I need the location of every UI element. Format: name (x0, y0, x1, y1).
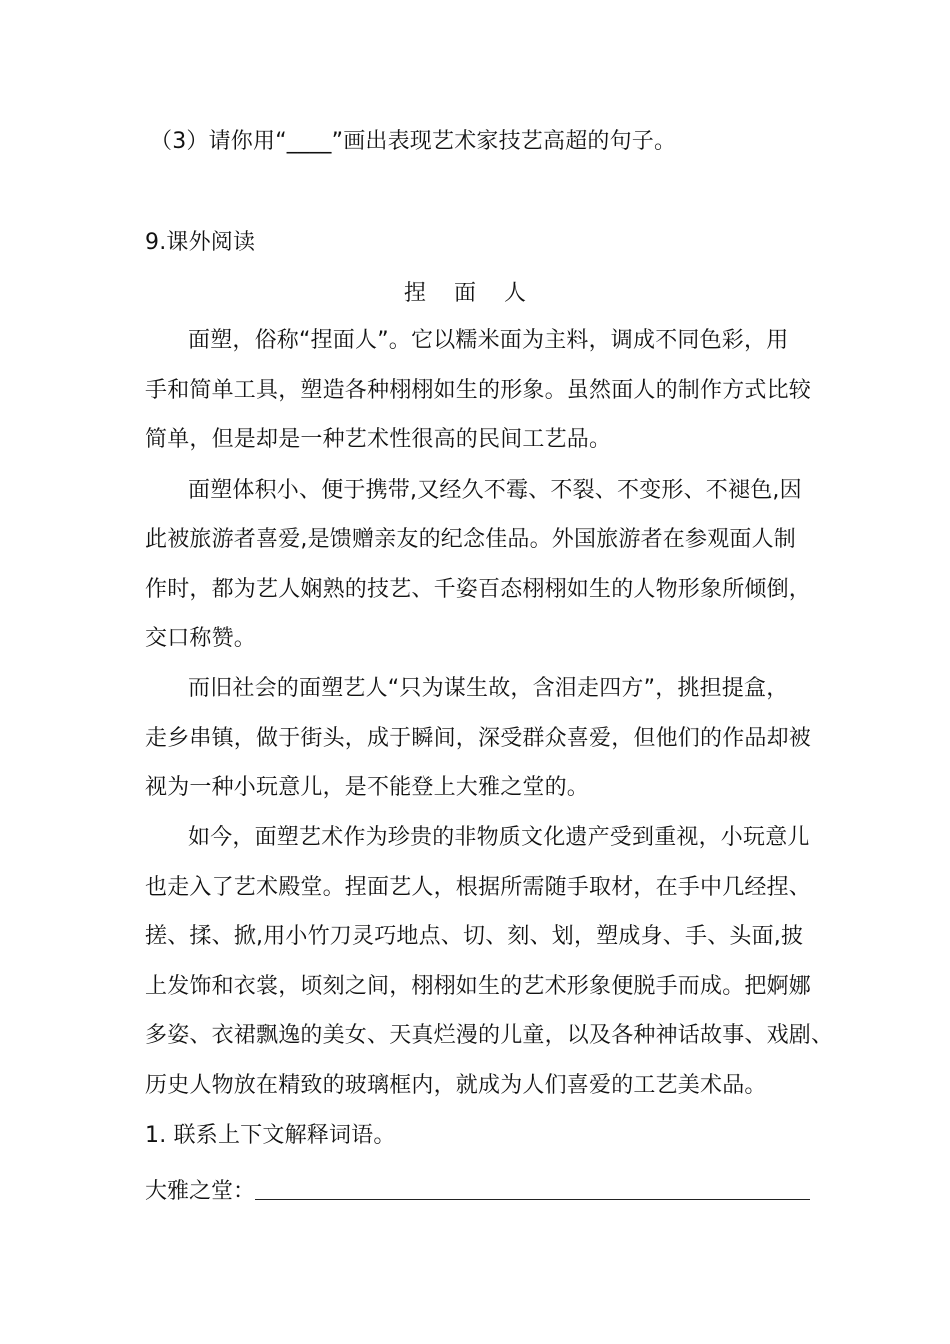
paragraph-line: 而旧社会的面塑艺人“只为谋生故，含泪走四方”，挑担提盒， (188, 676, 789, 701)
answer-blank-line[interactable] (255, 1199, 810, 1200)
passage-title: 捏面人 (403, 281, 554, 306)
question-3-text: （3）请你用“____”画出表现艺术家技艺高超的句子。 (150, 129, 677, 154)
paragraph-line: 也走入了艺术殿堂。捏面艺人，根据所需随手取材，在手中几经捏、 (145, 875, 812, 900)
paragraph-line: 交口称赞。 (145, 626, 257, 651)
paragraph-line: 面塑体积小、便于携带,又经久不霉、不裂、不变形、不褪色,因 (188, 478, 802, 503)
paragraph-line: 如今，面塑艺术作为珍贵的非物质文化遗产受到重视，小玩意儿 (188, 825, 810, 850)
paragraph-line: 历史人物放在精致的玻璃框内，就成为人们喜爱的工艺美术品。 (145, 1073, 767, 1098)
paragraph-line: 上发饰和衣裳，顷刻之间，栩栩如生的艺术形象便脱手而成。把婀娜 (145, 974, 812, 999)
paragraph-line: 简单，但是却是一种艺术性很高的民间工艺品。 (145, 427, 612, 452)
paragraph-line: 视为一种小玩意儿，是不能登上大雅之堂的。 (145, 775, 590, 800)
answer-row (145, 1175, 810, 1209)
paragraph-line: 多姿、衣裙飘逸的美女、天真烂漫的儿童，以及各种神话故事、戏剧、 (145, 1023, 834, 1048)
paragraph-line: 搓、揉、掀,用小竹刀灵巧地点、切、刻、划，塑成身、手、头面,披 (145, 924, 804, 949)
section-heading: 9.课外阅读 (145, 230, 256, 255)
answer-label: 大雅之堂： (145, 1179, 256, 1204)
paragraph-line: 面塑，俗称“捏面人”。它以糯米面为主料，调成不同色彩，用 (188, 328, 789, 353)
paragraph-line: 此被旅游者喜爱,是馈赠亲友的纪念佳品。外国旅游者在参观面人制 (145, 527, 796, 552)
question-1-text: 1. 联系上下文解释词语。 (145, 1123, 396, 1148)
paragraph-line: 手和简单工具，塑造各种栩栩如生的形象。虽然面人的制作方式比较 (145, 378, 812, 403)
paragraph-line: 走乡串镇，做于街头，成于瞬间，深受群众喜爱，但他们的作品却被 (145, 726, 812, 751)
paragraph-line: 作时，都为艺人娴熟的技艺、千姿百态栩栩如生的人物形象所倾倒， (145, 577, 812, 602)
